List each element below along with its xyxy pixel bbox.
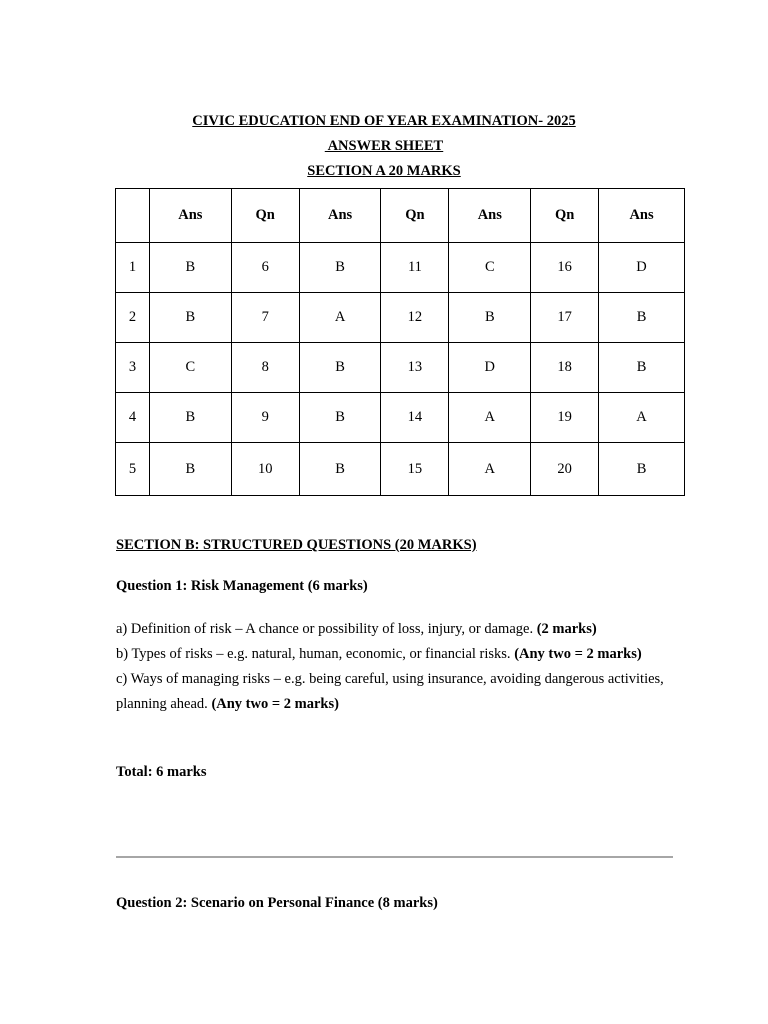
table-cell: A xyxy=(449,393,531,443)
horizontal-divider xyxy=(116,856,673,858)
table-cell: 10 xyxy=(231,443,299,496)
answer-b-text: b) Types of risks – e.g. natural, human, economic, or financial risks. xyxy=(116,646,515,662)
table-cell: B xyxy=(299,443,381,496)
table-cell: A xyxy=(599,393,685,443)
table-cell: 11 xyxy=(381,243,449,293)
table-cell: A xyxy=(449,443,531,496)
table-cell: B xyxy=(299,343,381,393)
table-cell: 9 xyxy=(231,393,299,443)
answer-a-marks: (2 marks) xyxy=(536,621,597,637)
question-1-title: Question 1: Risk Management (6 marks) xyxy=(116,578,368,594)
question-1-total: Total: 6 marks xyxy=(116,764,207,780)
header-cell: Qn xyxy=(381,189,449,243)
table-cell: B xyxy=(599,443,685,496)
table-cell: 3 xyxy=(116,343,150,393)
table-cell: B xyxy=(149,243,231,293)
table-cell: 20 xyxy=(531,443,599,496)
table-cell: 19 xyxy=(531,393,599,443)
header-cell: Qn xyxy=(231,189,299,243)
table-cell: 12 xyxy=(381,293,449,343)
table-cell: B xyxy=(149,443,231,496)
table-cell: 14 xyxy=(381,393,449,443)
section-a-answer-table xyxy=(115,188,685,496)
table-cell: A xyxy=(299,293,381,343)
table-cell: C xyxy=(149,343,231,393)
table-cell: B xyxy=(149,393,231,443)
answer-b-marks: (Any two = 2 marks) xyxy=(514,646,642,662)
table-cell: D xyxy=(599,243,685,293)
header-cell: Ans xyxy=(299,189,381,243)
table-cell: 4 xyxy=(116,393,150,443)
table-header-row xyxy=(116,189,685,243)
header-cell: Ans xyxy=(449,189,531,243)
table-cell: 5 xyxy=(116,443,150,496)
table-cell: 13 xyxy=(381,343,449,393)
table-row xyxy=(116,443,685,496)
table-cell: 6 xyxy=(231,243,299,293)
table-cell: 1 xyxy=(116,243,150,293)
header-cell xyxy=(116,189,150,243)
header-cell: Ans xyxy=(599,189,685,243)
answer-b xyxy=(116,642,676,667)
answer-c-text: c) Ways of managing risks – e.g. being careful, using insurance, avoiding dangerous activities, planning ahead. xyxy=(116,671,664,712)
answer-sheet-heading: ANSWER SHEET xyxy=(324,138,444,154)
header-cell: Qn xyxy=(531,189,599,243)
table-cell: D xyxy=(449,343,531,393)
table-cell: B xyxy=(299,393,381,443)
table-cell: B xyxy=(449,293,531,343)
table-cell: B xyxy=(299,243,381,293)
table-cell: 8 xyxy=(231,343,299,393)
answer-a-text: a) Definition of risk – A chance or possibility of loss, injury, or damage. xyxy=(116,621,537,637)
header-cell: Ans xyxy=(149,189,231,243)
answer-c xyxy=(116,667,676,717)
table-cell: 16 xyxy=(531,243,599,293)
table-cell: 2 xyxy=(116,293,150,343)
table-cell: B xyxy=(599,343,685,393)
table-row xyxy=(116,393,685,443)
table-row xyxy=(116,293,685,343)
table-cell: C xyxy=(449,243,531,293)
document-title: CIVIC EDUCATION END OF YEAR EXAMINATION- 2025 xyxy=(192,113,576,129)
table-cell: B xyxy=(599,293,685,343)
table-row xyxy=(116,243,685,293)
answer-c-marks: (Any two = 2 marks) xyxy=(211,696,339,712)
section-a-heading: SECTION A 20 MARKS xyxy=(307,163,461,179)
table-cell: 18 xyxy=(531,343,599,393)
answer-a xyxy=(116,617,676,642)
table-cell: 7 xyxy=(231,293,299,343)
question-1-answers xyxy=(116,617,676,717)
section-b-heading: SECTION B: STRUCTURED QUESTIONS (20 MARKS) xyxy=(116,537,477,553)
table-cell: 17 xyxy=(531,293,599,343)
question-2-title: Question 2: Scenario on Personal Finance (8 marks) xyxy=(116,895,438,911)
table-row xyxy=(116,343,685,393)
table-cell: 15 xyxy=(381,443,449,496)
table-cell: B xyxy=(149,293,231,343)
